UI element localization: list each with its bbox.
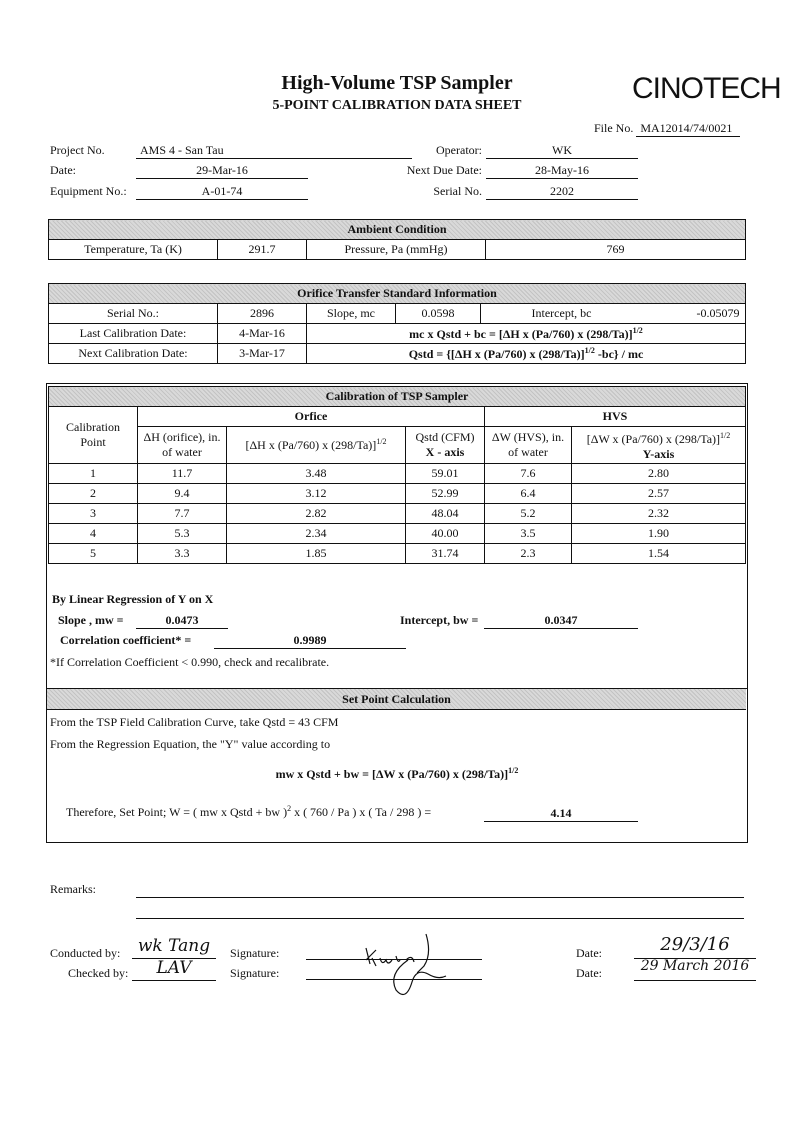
cell-qstd: 59.01: [406, 464, 485, 484]
table-row: [49, 484, 746, 504]
cell-point: 2: [49, 484, 138, 504]
serial-value: 2202: [486, 184, 638, 200]
date-handwriting-1: 29/3/16: [634, 934, 756, 959]
col-cal-point: Calibration Point: [49, 407, 138, 464]
cell-qstd: 40.00: [406, 524, 485, 544]
table-row: [49, 504, 746, 524]
cell-point: 3: [49, 504, 138, 524]
file-number: [594, 121, 740, 137]
cell-qstd: 31.74: [406, 544, 485, 564]
eq1-text: mc x Qstd + bc = [ΔH x (Pa/760) x (298/Ta)]: [409, 326, 633, 341]
date-label-1: Date:: [576, 946, 602, 960]
cell-dh: 3.3: [138, 544, 227, 564]
col-dw-expr-sup: 1/2: [720, 431, 731, 440]
eq2-sup: 1/2: [584, 345, 595, 355]
regression-intercept-value: 0.0347: [484, 613, 638, 629]
orifice-heading: Orifice Transfer Standard Information: [49, 284, 746, 304]
cell-dw-expr: 1.90: [572, 524, 746, 544]
cell-dh-expr: 2.34: [227, 524, 406, 544]
conducted-label: Conducted by:: [50, 946, 121, 960]
cell-dw-expr: 2.57: [572, 484, 746, 504]
file-number-value: MA12014/74/0021: [636, 121, 740, 137]
orifice-equation-1: [307, 324, 746, 344]
date-value: 29-Mar-16: [136, 163, 308, 179]
orifice-intercept-cell: [481, 304, 746, 324]
orifice-intercept-value: -0.05079: [696, 306, 740, 320]
orifice-equation-2: [307, 344, 746, 364]
date-label: Date:: [50, 163, 76, 177]
eq2-text-b: -bc} / mc: [594, 346, 644, 361]
remarks-label: Remarks:: [50, 882, 96, 896]
ambient-heading: Ambient Condition: [49, 220, 746, 240]
pressure-label: Pressure, Pa (mmHg): [307, 240, 486, 260]
orifice-slope-value: 0.0598: [396, 304, 481, 324]
setpoint-eq-sup: 1/2: [508, 766, 519, 775]
cell-dh: 7.7: [138, 504, 227, 524]
equipment-label: Equipment No.:: [50, 184, 127, 198]
cell-dh: 5.3: [138, 524, 227, 544]
cell-point: 4: [49, 524, 138, 544]
last-cal-value: 4-Mar-16: [218, 324, 307, 344]
signature-label-2: Signature:: [230, 966, 280, 980]
next-due-value: 28-May-16: [486, 163, 638, 179]
setpoint-line-1: From the TSP Field Calibration Curve, take Qstd = 43 CFM: [50, 715, 339, 729]
cell-qstd: 52.99: [406, 484, 485, 504]
orifice-serial-value: 2896: [218, 304, 307, 324]
calibration-heading: Calibration of TSP Sampler: [49, 387, 746, 407]
operator-value: WK: [486, 143, 638, 159]
col-dh-expr: [227, 427, 406, 464]
cell-dh: 11.7: [138, 464, 227, 484]
orifice-intercept-label: Intercept, bc: [531, 306, 592, 320]
cell-dh-expr: 3.12: [227, 484, 406, 504]
project-value: AMS 4 - San Tau: [136, 143, 412, 159]
cell-dw: 3.5: [485, 524, 572, 544]
col-qstd-axis: X - axis: [425, 445, 465, 459]
col-dh-expr-text: [ΔH x (Pa/760) x (298/Ta)]: [245, 438, 377, 452]
cell-dw-expr: 2.32: [572, 504, 746, 524]
next-cal-label: Next Calibration Date:: [49, 344, 218, 364]
remarks-line-2: [136, 918, 744, 919]
cell-dw: 6.4: [485, 484, 572, 504]
company-logo: CINOTECH: [632, 72, 781, 105]
col-dw-expr: [572, 427, 746, 464]
correlation-label: Correlation coefficient* =: [60, 633, 192, 647]
regression-heading: By Linear Regression of Y on X: [52, 592, 214, 606]
cell-point: 5: [49, 544, 138, 564]
table-row: [49, 524, 746, 544]
therefore-text-a: Therefore, Set Point; W = ( mw x Qstd + bw ): [66, 805, 288, 819]
cell-dw-expr: 1.54: [572, 544, 746, 564]
regression-slope-label: Slope , mw =: [58, 613, 124, 627]
col-dw-axis: Y-axis: [642, 447, 675, 461]
calibration-table: [48, 386, 746, 564]
orifice-table: [48, 283, 746, 364]
cell-dw-expr: 2.80: [572, 464, 746, 484]
remarks-line-1: [136, 897, 744, 898]
next-due-label: Next Due Date:: [406, 163, 482, 177]
project-label: Project No.: [50, 143, 105, 157]
cell-dh-expr: 1.85: [227, 544, 406, 564]
cell-dw: 5.2: [485, 504, 572, 524]
regression-intercept-label: Intercept, bw =: [400, 613, 479, 627]
cell-dh: 9.4: [138, 484, 227, 504]
correlation-note: *If Correlation Coefficient < 0.990, check and recalibrate.: [50, 655, 330, 669]
document-subtitle: 5-POINT CALIBRATION DATA SHEET: [272, 98, 522, 113]
col-dh-expr-sup: 1/2: [376, 437, 387, 446]
last-cal-label: Last Calibration Date:: [49, 324, 218, 344]
cell-dh-expr: 3.48: [227, 464, 406, 484]
checked-by-handwriting: LAV: [132, 958, 216, 981]
table-row: [49, 544, 746, 564]
date-label-2: Date:: [576, 966, 602, 980]
calibration-rows: [49, 464, 746, 564]
conducted-by-handwriting: wk Tang: [132, 936, 216, 959]
therefore-text-b: x ( 760 / Pa ) x ( Ta / 298 ) =: [291, 805, 432, 819]
checked-label: Checked by:: [68, 966, 129, 980]
file-number-label: File No.: [594, 121, 634, 135]
regression-slope-value: 0.0473: [136, 613, 228, 629]
col-dh: ΔH (orifice), in. of water: [138, 427, 227, 464]
setpoint-value: 4.14: [484, 806, 638, 822]
date-handwriting-2: 29 March 2016: [634, 958, 756, 981]
setpoint-eq-text: mw x Qstd + bw = [ΔW x (Pa/760) x (298/Ta)]: [275, 767, 509, 781]
table-row: [49, 464, 746, 484]
col-qstd-text: Qstd (CFM): [415, 430, 475, 444]
cell-dw: 2.3: [485, 544, 572, 564]
group-orifice: Orfice: [138, 407, 485, 427]
cell-point: 1: [49, 464, 138, 484]
correlation-value: 0.9989: [214, 633, 406, 649]
cell-dw: 7.6: [485, 464, 572, 484]
equipment-value: A-01-74: [136, 184, 308, 200]
operator-label: Operator:: [436, 143, 482, 157]
signature-drawing-2: [380, 956, 460, 1006]
setpoint-heading: Set Point Calculation: [47, 689, 746, 710]
group-hvs: HVS: [485, 407, 746, 427]
setpoint-therefore: [66, 804, 431, 820]
orifice-slope-label: Slope, mc: [307, 304, 396, 324]
cell-qstd: 48.04: [406, 504, 485, 524]
temperature-label: Temperature, Ta (K): [49, 240, 218, 260]
next-cal-value: 3-Mar-17: [218, 344, 307, 364]
cell-dh-expr: 2.82: [227, 504, 406, 524]
ambient-table: [48, 219, 746, 260]
col-dw: ΔW (HVS), in. of water: [485, 427, 572, 464]
signature-label-1: Signature:: [230, 946, 280, 960]
eq2-text-a: Qstd = {[ΔH x (Pa/760) x (298/Ta)]: [408, 346, 585, 361]
eq1-sup: 1/2: [632, 325, 643, 335]
orifice-serial-label: Serial No.:: [49, 304, 218, 324]
setpoint-line-2: From the Regression Equation, the "Y" value according to: [50, 737, 331, 751]
document-title: High-Volume TSP Sampler: [281, 72, 513, 94]
therefore-sup: 2: [287, 804, 292, 813]
pressure-value: 769: [486, 240, 746, 260]
serial-label: Serial No.: [433, 184, 482, 198]
setpoint-equation: [0, 766, 794, 782]
col-dw-expr-text: [ΔW x (Pa/760) x (298/Ta)]: [586, 432, 721, 446]
temperature-value: 291.7: [218, 240, 307, 260]
col-qstd: [406, 427, 485, 464]
